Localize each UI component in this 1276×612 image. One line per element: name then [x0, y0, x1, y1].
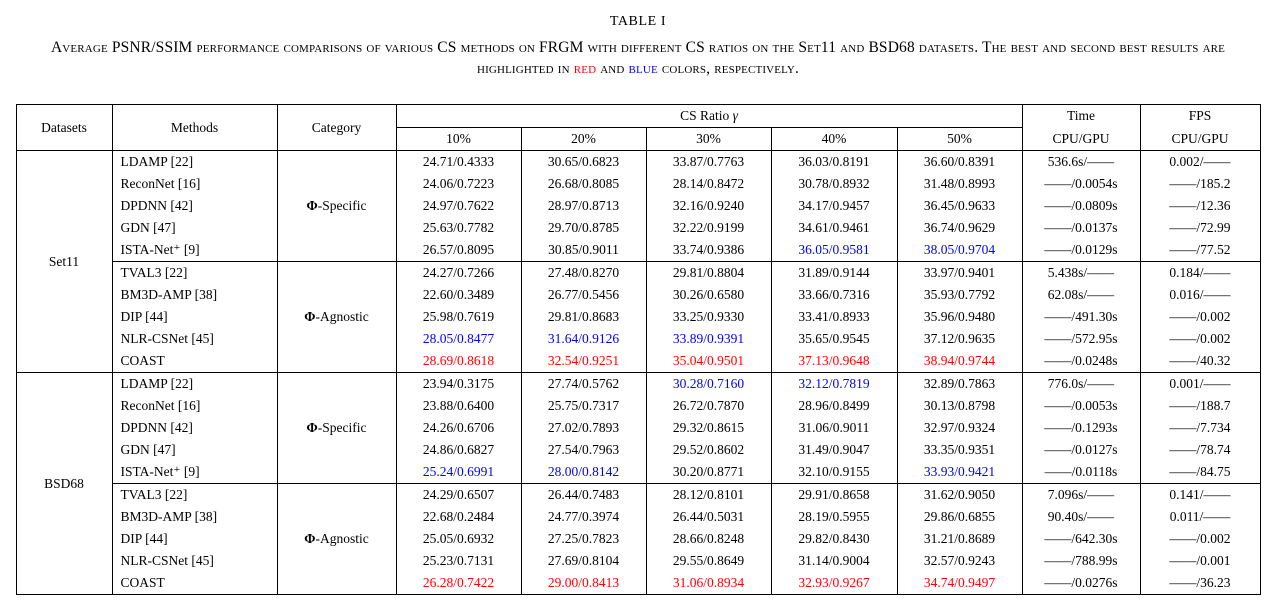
fps-value: 0.184/—— — [1140, 261, 1260, 284]
psnr-ssim-value: 30.28/0.7160 — [646, 372, 771, 395]
caption-segment: colors, respectively. — [657, 60, 800, 78]
method-name: GDN [47] — [112, 217, 277, 239]
psnr-ssim-value: 28.96/0.8499 — [771, 395, 897, 417]
time-value: 776.0s/—— — [1022, 372, 1140, 395]
psnr-ssim-value: 34.74/0.9497 — [897, 572, 1022, 595]
method-name: DPDNN [42] — [112, 195, 277, 217]
psnr-ssim-value: 25.98/0.7619 — [396, 306, 521, 328]
psnr-ssim-value: 22.60/0.3489 — [396, 284, 521, 306]
category-label: Φ-Specific — [277, 372, 396, 483]
psnr-ssim-value: 28.19/0.5955 — [771, 506, 897, 528]
fps-value: ——/7.734 — [1140, 417, 1260, 439]
col-header-fps: FPS — [1140, 104, 1260, 127]
psnr-ssim-value: 29.82/0.8430 — [771, 528, 897, 550]
results-table — [16, 104, 1261, 595]
col-header-ratio-40: 40% — [771, 127, 897, 150]
dataset-label: Set11 — [16, 150, 112, 372]
psnr-ssim-value: 29.70/0.8785 — [521, 217, 646, 239]
col-header-ratio-30: 30% — [646, 127, 771, 150]
psnr-ssim-value: 33.35/0.9351 — [897, 439, 1022, 461]
psnr-ssim-value: 27.69/0.8104 — [521, 550, 646, 572]
col-header-datasets: Datasets — [16, 104, 112, 150]
psnr-ssim-value: 31.06/0.9011 — [771, 417, 897, 439]
fps-value: ——/36.23 — [1140, 572, 1260, 595]
psnr-ssim-value: 25.05/0.6932 — [396, 528, 521, 550]
psnr-ssim-value: 28.97/0.8713 — [521, 195, 646, 217]
psnr-ssim-value: 24.86/0.6827 — [396, 439, 521, 461]
psnr-ssim-value: 30.26/0.6580 — [646, 284, 771, 306]
table-row — [16, 395, 1260, 417]
fps-value: ——/78.74 — [1140, 439, 1260, 461]
psnr-ssim-value: 34.61/0.9461 — [771, 217, 897, 239]
time-value: ——/0.0118s — [1022, 461, 1140, 484]
psnr-ssim-value: 31.64/0.9126 — [521, 328, 646, 350]
fps-value: ——/0.002 — [1140, 528, 1260, 550]
time-value: ——/0.0248s — [1022, 350, 1140, 373]
method-name: TVAL3 [22] — [112, 483, 277, 506]
dataset-label: BSD68 — [16, 372, 112, 594]
category-label: Φ-Specific — [277, 150, 396, 261]
fps-value: ——/0.002 — [1140, 306, 1260, 328]
method-name: ISTA-Net⁺ [9] — [112, 239, 277, 262]
table-row — [16, 239, 1260, 262]
table-number: TABLE I — [609, 14, 667, 29]
psnr-ssim-value: 24.29/0.6507 — [396, 483, 521, 506]
psnr-ssim-value: 29.86/0.6855 — [897, 506, 1022, 528]
psnr-ssim-value: 32.97/0.9324 — [897, 417, 1022, 439]
method-name: GDN [47] — [112, 439, 277, 461]
time-value: 90.40s/—— — [1022, 506, 1140, 528]
psnr-ssim-value: 36.74/0.9629 — [897, 217, 1022, 239]
psnr-ssim-value: 33.89/0.9391 — [646, 328, 771, 350]
caption-segment: and — [596, 60, 629, 78]
fps-value: ——/40.32 — [1140, 350, 1260, 373]
psnr-ssim-value: 35.93/0.7792 — [897, 284, 1022, 306]
psnr-ssim-value: 26.77/0.5456 — [521, 284, 646, 306]
psnr-ssim-value: 32.57/0.9243 — [897, 550, 1022, 572]
psnr-ssim-value: 24.27/0.7266 — [396, 261, 521, 284]
col-header-ratio-50: 50% — [897, 127, 1022, 150]
psnr-ssim-value: 29.55/0.8649 — [646, 550, 771, 572]
table-row — [16, 217, 1260, 239]
psnr-ssim-value: 24.06/0.7223 — [396, 173, 521, 195]
psnr-ssim-value: 23.88/0.6400 — [396, 395, 521, 417]
header-row-top — [16, 104, 1260, 127]
time-value: ——/0.1293s — [1022, 417, 1140, 439]
col-header-ratio-10: 10% — [396, 127, 521, 150]
fps-value: 0.016/—— — [1140, 284, 1260, 306]
psnr-ssim-value: 25.63/0.7782 — [396, 217, 521, 239]
psnr-ssim-value: 33.25/0.9330 — [646, 306, 771, 328]
psnr-ssim-value: 29.52/0.8602 — [646, 439, 771, 461]
fps-value: ——/72.99 — [1140, 217, 1260, 239]
psnr-ssim-value: 36.45/0.9633 — [897, 195, 1022, 217]
psnr-ssim-value: 31.21/0.8689 — [897, 528, 1022, 550]
table-row — [16, 439, 1260, 461]
psnr-ssim-value: 36.05/0.9581 — [771, 239, 897, 262]
psnr-ssim-value: 22.68/0.2484 — [396, 506, 521, 528]
psnr-ssim-value: 31.62/0.9050 — [897, 483, 1022, 506]
method-name: BM3D-AMP [38] — [112, 506, 277, 528]
psnr-ssim-value: 35.96/0.9480 — [897, 306, 1022, 328]
table-body — [16, 150, 1260, 594]
psnr-ssim-value: 34.17/0.9457 — [771, 195, 897, 217]
time-value: ——/642.30s — [1022, 528, 1140, 550]
table-row — [16, 328, 1260, 350]
time-value: ——/572.95s — [1022, 328, 1140, 350]
psnr-ssim-value: 32.12/0.7819 — [771, 372, 897, 395]
psnr-ssim-value: 35.65/0.9545 — [771, 328, 897, 350]
table-row — [16, 173, 1260, 195]
table-row — [16, 261, 1260, 284]
col-header-time: Time — [1022, 104, 1140, 127]
fps-value: ——/185.2 — [1140, 173, 1260, 195]
fps-value: ——/84.75 — [1140, 461, 1260, 484]
psnr-ssim-value: 29.81/0.8804 — [646, 261, 771, 284]
psnr-ssim-value: 24.71/0.4333 — [396, 150, 521, 173]
psnr-ssim-value: 30.65/0.6823 — [521, 150, 646, 173]
psnr-ssim-value: 29.81/0.8683 — [521, 306, 646, 328]
method-name: NLR-CSNet [45] — [112, 328, 277, 350]
table-caption — [51, 37, 1226, 80]
table-header — [16, 104, 1260, 150]
psnr-ssim-value: 23.94/0.3175 — [396, 372, 521, 395]
table-row — [16, 506, 1260, 528]
psnr-ssim-value: 28.00/0.8142 — [521, 461, 646, 484]
time-value: ——/0.0276s — [1022, 572, 1140, 595]
psnr-ssim-value: 33.66/0.7316 — [771, 284, 897, 306]
psnr-ssim-value: 27.74/0.5762 — [521, 372, 646, 395]
method-name: ISTA-Net⁺ [9] — [112, 461, 277, 484]
psnr-ssim-value: 31.49/0.9047 — [771, 439, 897, 461]
psnr-ssim-value: 33.97/0.9401 — [897, 261, 1022, 284]
time-value: ——/0.0809s — [1022, 195, 1140, 217]
psnr-ssim-value: 33.87/0.7763 — [646, 150, 771, 173]
psnr-ssim-value: 29.32/0.8615 — [646, 417, 771, 439]
psnr-ssim-value: 26.68/0.8085 — [521, 173, 646, 195]
psnr-ssim-value: 25.24/0.6991 — [396, 461, 521, 484]
time-value: ——/0.0053s — [1022, 395, 1140, 417]
fps-value: 0.002/—— — [1140, 150, 1260, 173]
method-name: NLR-CSNet [45] — [112, 550, 277, 572]
psnr-ssim-value: 25.23/0.7131 — [396, 550, 521, 572]
psnr-ssim-value: 26.44/0.7483 — [521, 483, 646, 506]
table-row — [16, 461, 1260, 484]
time-value: 7.096s/—— — [1022, 483, 1140, 506]
fps-value: ——/77.52 — [1140, 239, 1260, 262]
table-row — [16, 417, 1260, 439]
psnr-ssim-value: 33.74/0.9386 — [646, 239, 771, 262]
gamma-symbol: γ — [732, 108, 738, 123]
psnr-ssim-value: 30.20/0.8771 — [646, 461, 771, 484]
psnr-ssim-value: 28.14/0.8472 — [646, 173, 771, 195]
fps-value: ——/0.001 — [1140, 550, 1260, 572]
psnr-ssim-value: 28.12/0.8101 — [646, 483, 771, 506]
fps-value: ——/0.002 — [1140, 328, 1260, 350]
psnr-ssim-value: 36.03/0.8191 — [771, 150, 897, 173]
psnr-ssim-value: 27.02/0.7893 — [521, 417, 646, 439]
table-row — [16, 150, 1260, 173]
psnr-ssim-value: 38.94/0.9744 — [897, 350, 1022, 373]
method-name: DPDNN [42] — [112, 417, 277, 439]
method-name: TVAL3 [22] — [112, 261, 277, 284]
time-value: ——/788.99s — [1022, 550, 1140, 572]
psnr-ssim-value: 32.10/0.9155 — [771, 461, 897, 484]
caption-blue-word: blue — [628, 60, 658, 78]
psnr-ssim-value: 29.91/0.8658 — [771, 483, 897, 506]
table-row — [16, 483, 1260, 506]
psnr-ssim-value: 26.28/0.7422 — [396, 572, 521, 595]
psnr-ssim-value: 25.75/0.7317 — [521, 395, 646, 417]
psnr-ssim-value: 31.06/0.8934 — [646, 572, 771, 595]
category-label: Φ-Agnostic — [277, 483, 396, 594]
psnr-ssim-value: 30.13/0.8798 — [897, 395, 1022, 417]
col-header-cs-ratio — [396, 104, 1022, 127]
table-row — [16, 572, 1260, 595]
cs-ratio-text: CS Ratio — [680, 108, 730, 123]
psnr-ssim-value: 26.72/0.7870 — [646, 395, 771, 417]
fps-value: 0.011/—— — [1140, 506, 1260, 528]
method-name: DIP [44] — [112, 306, 277, 328]
psnr-ssim-value: 31.48/0.8993 — [897, 173, 1022, 195]
method-name: DIP [44] — [112, 528, 277, 550]
fps-value: 0.001/—— — [1140, 372, 1260, 395]
time-value: ——/0.0137s — [1022, 217, 1140, 239]
table-row — [16, 550, 1260, 572]
psnr-ssim-value: 30.85/0.9011 — [521, 239, 646, 262]
psnr-ssim-value: 29.00/0.8413 — [521, 572, 646, 595]
col-header-fps-cpu-gpu: CPU/GPU — [1140, 127, 1260, 150]
psnr-ssim-value: 27.48/0.8270 — [521, 261, 646, 284]
psnr-ssim-value: 27.54/0.7963 — [521, 439, 646, 461]
method-name: BM3D-AMP [38] — [112, 284, 277, 306]
table-row — [16, 350, 1260, 373]
col-header-ratio-20: 20% — [521, 127, 646, 150]
psnr-ssim-value: 27.25/0.7823 — [521, 528, 646, 550]
method-name: COAST — [112, 572, 277, 595]
category-label: Φ-Agnostic — [277, 261, 396, 372]
col-header-methods: Methods — [112, 104, 277, 150]
psnr-ssim-value: 24.26/0.6706 — [396, 417, 521, 439]
time-value: ——/0.0127s — [1022, 439, 1140, 461]
psnr-ssim-value: 33.41/0.8933 — [771, 306, 897, 328]
psnr-ssim-value: 37.12/0.9635 — [897, 328, 1022, 350]
caption-red-word: red — [573, 60, 597, 78]
psnr-ssim-value: 37.13/0.9648 — [771, 350, 897, 373]
table-row — [16, 195, 1260, 217]
table-row — [16, 284, 1260, 306]
table-row — [16, 528, 1260, 550]
psnr-ssim-value: 24.77/0.3974 — [521, 506, 646, 528]
time-value: ——/0.0054s — [1022, 173, 1140, 195]
fps-value: ——/188.7 — [1140, 395, 1260, 417]
psnr-ssim-value: 33.93/0.9421 — [897, 461, 1022, 484]
psnr-ssim-value: 28.69/0.8618 — [396, 350, 521, 373]
psnr-ssim-value: 35.04/0.9501 — [646, 350, 771, 373]
time-value: ——/491.30s — [1022, 306, 1140, 328]
method-name: LDAMP [22] — [112, 372, 277, 395]
method-name: ReconNet [16] — [112, 395, 277, 417]
col-header-time-cpu-gpu: CPU/GPU — [1022, 127, 1140, 150]
psnr-ssim-value: 28.66/0.8248 — [646, 528, 771, 550]
time-value: 62.08s/—— — [1022, 284, 1140, 306]
method-name: ReconNet [16] — [112, 173, 277, 195]
psnr-ssim-value: 32.54/0.9251 — [521, 350, 646, 373]
time-value: 5.438s/—— — [1022, 261, 1140, 284]
psnr-ssim-value: 32.16/0.9240 — [646, 195, 771, 217]
psnr-ssim-value: 38.05/0.9704 — [897, 239, 1022, 262]
psnr-ssim-value: 26.57/0.8095 — [396, 239, 521, 262]
fps-value: 0.141/—— — [1140, 483, 1260, 506]
fps-value: ——/12.36 — [1140, 195, 1260, 217]
psnr-ssim-value: 31.89/0.9144 — [771, 261, 897, 284]
caption-segment: Average PSNR/SSIM performance comparisons of various CS methods on FRGM with different CS ratios on the Set11 and BSD68 datasets. The best and second best results are highlighted in — [50, 39, 1226, 78]
psnr-ssim-value: 24.97/0.7622 — [396, 195, 521, 217]
psnr-ssim-value: 32.93/0.9267 — [771, 572, 897, 595]
psnr-ssim-value: 32.89/0.7863 — [897, 372, 1022, 395]
psnr-ssim-value: 26.44/0.5031 — [646, 506, 771, 528]
psnr-ssim-value: 32.22/0.9199 — [646, 217, 771, 239]
method-name: COAST — [112, 350, 277, 373]
psnr-ssim-value: 28.05/0.8477 — [396, 328, 521, 350]
time-value: 536.6s/—— — [1022, 150, 1140, 173]
psnr-ssim-value: 30.78/0.8932 — [771, 173, 897, 195]
psnr-ssim-value: 31.14/0.9004 — [771, 550, 897, 572]
time-value: ——/0.0129s — [1022, 239, 1140, 262]
table-row — [16, 372, 1260, 395]
col-header-category: Category — [277, 104, 396, 150]
psnr-ssim-value: 36.60/0.8391 — [897, 150, 1022, 173]
table-row — [16, 306, 1260, 328]
method-name: LDAMP [22] — [112, 150, 277, 173]
